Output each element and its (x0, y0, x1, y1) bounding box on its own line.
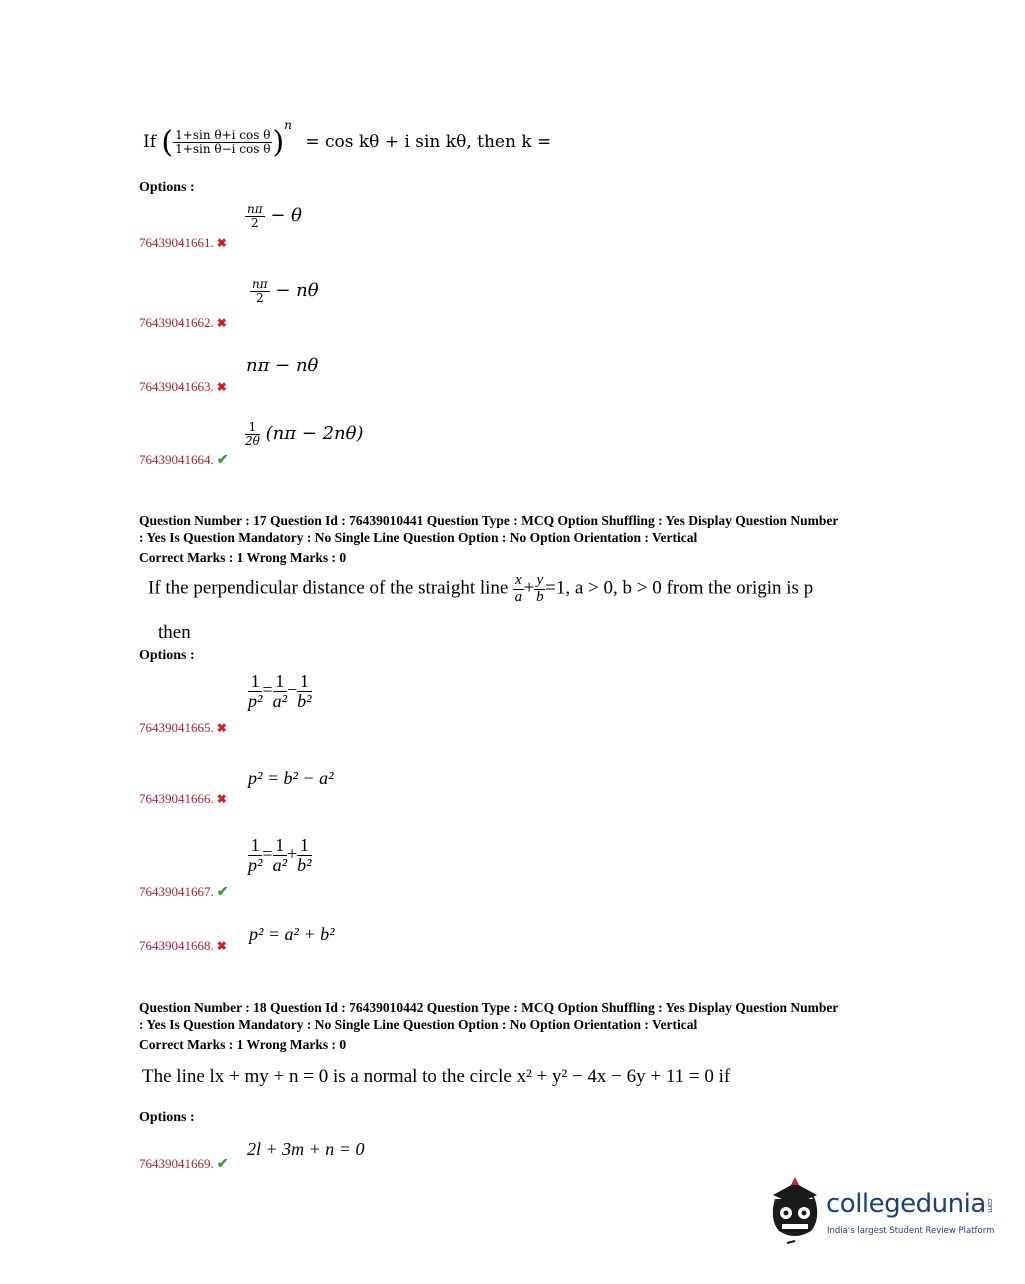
option-row[interactable] (139, 378, 227, 396)
correct-icon: ✔ (216, 1157, 229, 1172)
option-math: p² = a² + b² (249, 924, 335, 944)
option-math: $\frac{1}{\text{p²}}$ = $\frac{1}{\text{a²}}$ + $\frac{1}{\text{b²}}$ (248, 835, 312, 875)
option-math: nπ − nθ (246, 355, 319, 376)
option-row[interactable] (139, 937, 227, 955)
option-math: $\frac{n\pi}{2}$ − θ (247, 202, 302, 230)
correct-icon: ✔ (216, 885, 229, 900)
option-row[interactable] (139, 883, 228, 901)
option-math: $\frac{1}{\text{p²}}$ = $\frac{1}{\text{a²}}$ − $\frac{1}{\text{b²}}$ (248, 671, 312, 711)
q17-text-a: If the perpendicular distance of the straight line (148, 577, 509, 599)
option-math: $\frac{n\pi}{2}$ − nθ (252, 277, 319, 305)
option-id: 76439041661. (139, 235, 214, 250)
q16-fraction (173, 129, 272, 155)
options-label: Options : (139, 180, 195, 195)
logo-wordmark: collegedunia.com (826, 1189, 994, 1219)
option-fraction: $\frac{1}{2\theta}$ (245, 420, 260, 448)
collegedunia-logo (765, 1175, 995, 1245)
option-id: 76439041664. (139, 452, 214, 467)
logo-tagline: India's largest Student Review Platform (827, 1226, 995, 1236)
option-id: 76439041663. (139, 379, 214, 394)
q17-then: then (158, 622, 191, 643)
q16-frac-num: 1+sin θ+i cos θ (175, 128, 271, 143)
q17-question: If the perpendicular distance of the straight line $\frac{x}{a}$ + $\frac{y}{b}$ =1, a > 0, b > 0 from the origin is p (148, 572, 814, 605)
option-fraction: $\frac{n\pi}{2}$ (247, 202, 263, 230)
option-math: $\frac{1}{2\theta}$ (nπ − 2nθ) (245, 420, 364, 448)
option-row[interactable] (139, 1155, 228, 1173)
option-id: 76439041668. (139, 938, 214, 953)
correct-icon: ✔ (216, 453, 229, 468)
left-paren: ( (161, 125, 174, 160)
option-id: 76439041666. (139, 791, 214, 806)
option-id: 76439041665. (139, 720, 214, 735)
option-row[interactable] (139, 314, 227, 332)
q16-exponent: n (284, 118, 292, 132)
option-fraction: $\frac{n\pi}{2}$ (252, 277, 268, 305)
y-over-b: $\frac{y}{b}$ (536, 572, 544, 605)
options-label: Options : (139, 1110, 195, 1125)
option-row[interactable] (139, 234, 227, 252)
q17-meta: Question Number : 17 Question Id : 76439010441 Question Type : MCQ Option Shuffling : Yes Display Question Number : Yes Is Question Mandatory : No Single Line Question Option : No Option Orientation : Vertical Correct Marks : 1 Wrong Marks : 0 (139, 513, 839, 565)
option-id: 76439041669. (139, 1156, 214, 1171)
option-fraction: $\frac{1}{\text{a²}}$ (272, 671, 287, 711)
option-fraction: $\frac{1}{\text{p²}}$ (248, 835, 263, 875)
options-label: Options : (139, 648, 195, 663)
option-fraction: $\frac{1}{\text{a²}}$ (272, 835, 287, 875)
logo-suffix: .com (985, 1196, 994, 1213)
option-row[interactable] (139, 790, 227, 808)
wrong-icon: ✖ (216, 316, 227, 330)
option-id: 76439041662. (139, 315, 214, 330)
option-math: p² = b² − a² (248, 768, 334, 788)
wrong-icon: ✖ (216, 721, 227, 735)
q16-frac-den: 1+sin θ−i cos θ (175, 142, 271, 156)
wrong-icon: ✖ (216, 380, 227, 394)
q16-if: If (143, 132, 157, 152)
option-row[interactable] (139, 451, 228, 469)
option-fraction: $\frac{1}{\text{b²}}$ (297, 835, 312, 875)
wrong-icon: ✖ (216, 792, 227, 806)
right-paren: ) (272, 125, 285, 160)
option-id: 76439041667. (139, 884, 214, 899)
wrong-icon: ✖ (216, 236, 227, 250)
option-row[interactable] (139, 719, 227, 737)
option-fraction: $\frac{1}{\text{b²}}$ (297, 671, 312, 711)
q18-meta: Question Number : 18 Question Id : 76439010442 Question Type : MCQ Option Shuffling : Yes Display Question Number : Yes Is Question Mandatory : No Single Line Question Option : No Option Orientation : Vertical Correct Marks : 1 Wrong Marks : 0 (139, 1000, 839, 1052)
x-over-a: $\frac{x}{a}$ (514, 572, 523, 605)
mascot-icon (765, 1177, 825, 1245)
q17-text-b: =1, a > 0, b > 0 from the origin is p (545, 577, 814, 599)
option-fraction: $\frac{1}{\text{p²}}$ (248, 671, 263, 711)
option-math: 2l + 3m + n = 0 (247, 1139, 365, 1159)
q16-question (143, 118, 551, 160)
wrong-icon: ✖ (216, 939, 227, 953)
q18-question: The line lx + my + n = 0 is a normal to the circle x² + y² − 4x − 6y + 11 = 0 if (142, 1066, 731, 1087)
q16-rhs: = cos kθ + i sin kθ, then k = (305, 132, 552, 152)
